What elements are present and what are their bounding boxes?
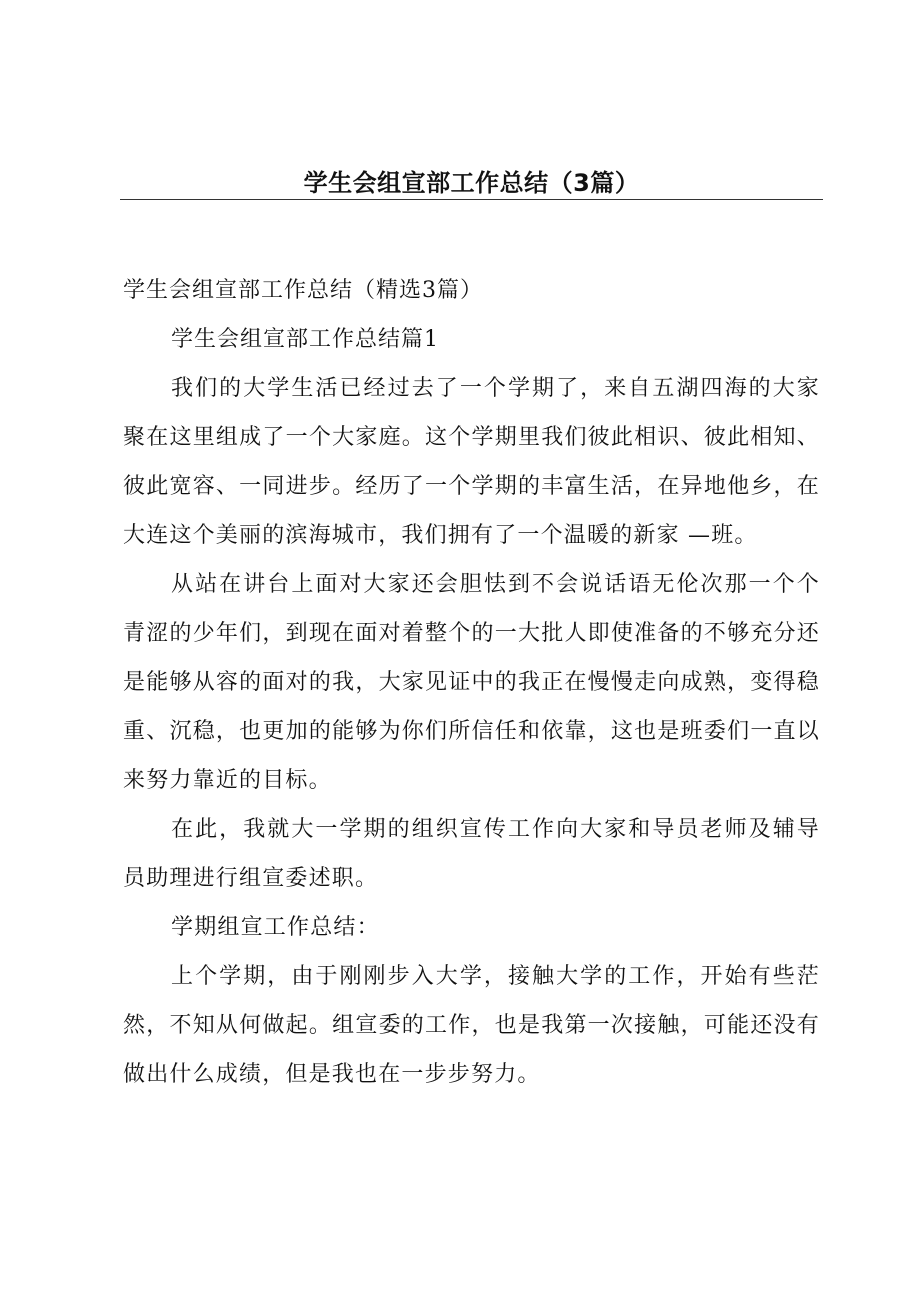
paragraph: 学期组宣工作总结： — [171, 915, 380, 940]
section-heading: 学生会组宣部工作总结篇1 — [171, 327, 439, 352]
paragraph: 上个学期，由于刚刚步入大学，接触大学的工作，开始有些茫然，不知从何做起。组宣委的工作，也是我第一次接触，可能还没有做出什么成绩，但是我也在一步步努力。 — [123, 964, 820, 1087]
paragraph: 我们的大学生活已经过去了一个学期了，来自五湖四海的大家聚在这里组成了一个大家庭。这个学期里我们彼此相识、彼此相知、彼此宽容、一同进步。经历了一个学期的丰富生活，在异地他乡，在大连这个美丽的滨海城市，我们拥有了一个温暖的新家 —班。 — [123, 376, 820, 548]
title-underline — [120, 199, 823, 200]
page-title: 学生会组宣部工作总结（3篇） — [303, 169, 640, 197]
paragraph: 从站在讲台上面对大家还会胆怯到不会说话语无伦次那一个个青涩的少年们，到现在面对着整个的一大批人即使准备的不够充分还是能够从容的面对的我，大家见证中的我正在慢慢走向成熟，变得稳重、沉稳，也更加的能够为你们所信任和依靠，这也是班委们一直以来努力靠近的目标。 — [123, 572, 820, 793]
document-subtitle: 学生会组宣部工作总结（精选3篇） — [123, 278, 483, 303]
document-body — [123, 266, 820, 1099]
paragraph: 在此，我就大一学期的组织宣传工作向大家和导员老师及辅导员助理进行组宣委述职。 — [123, 817, 820, 891]
